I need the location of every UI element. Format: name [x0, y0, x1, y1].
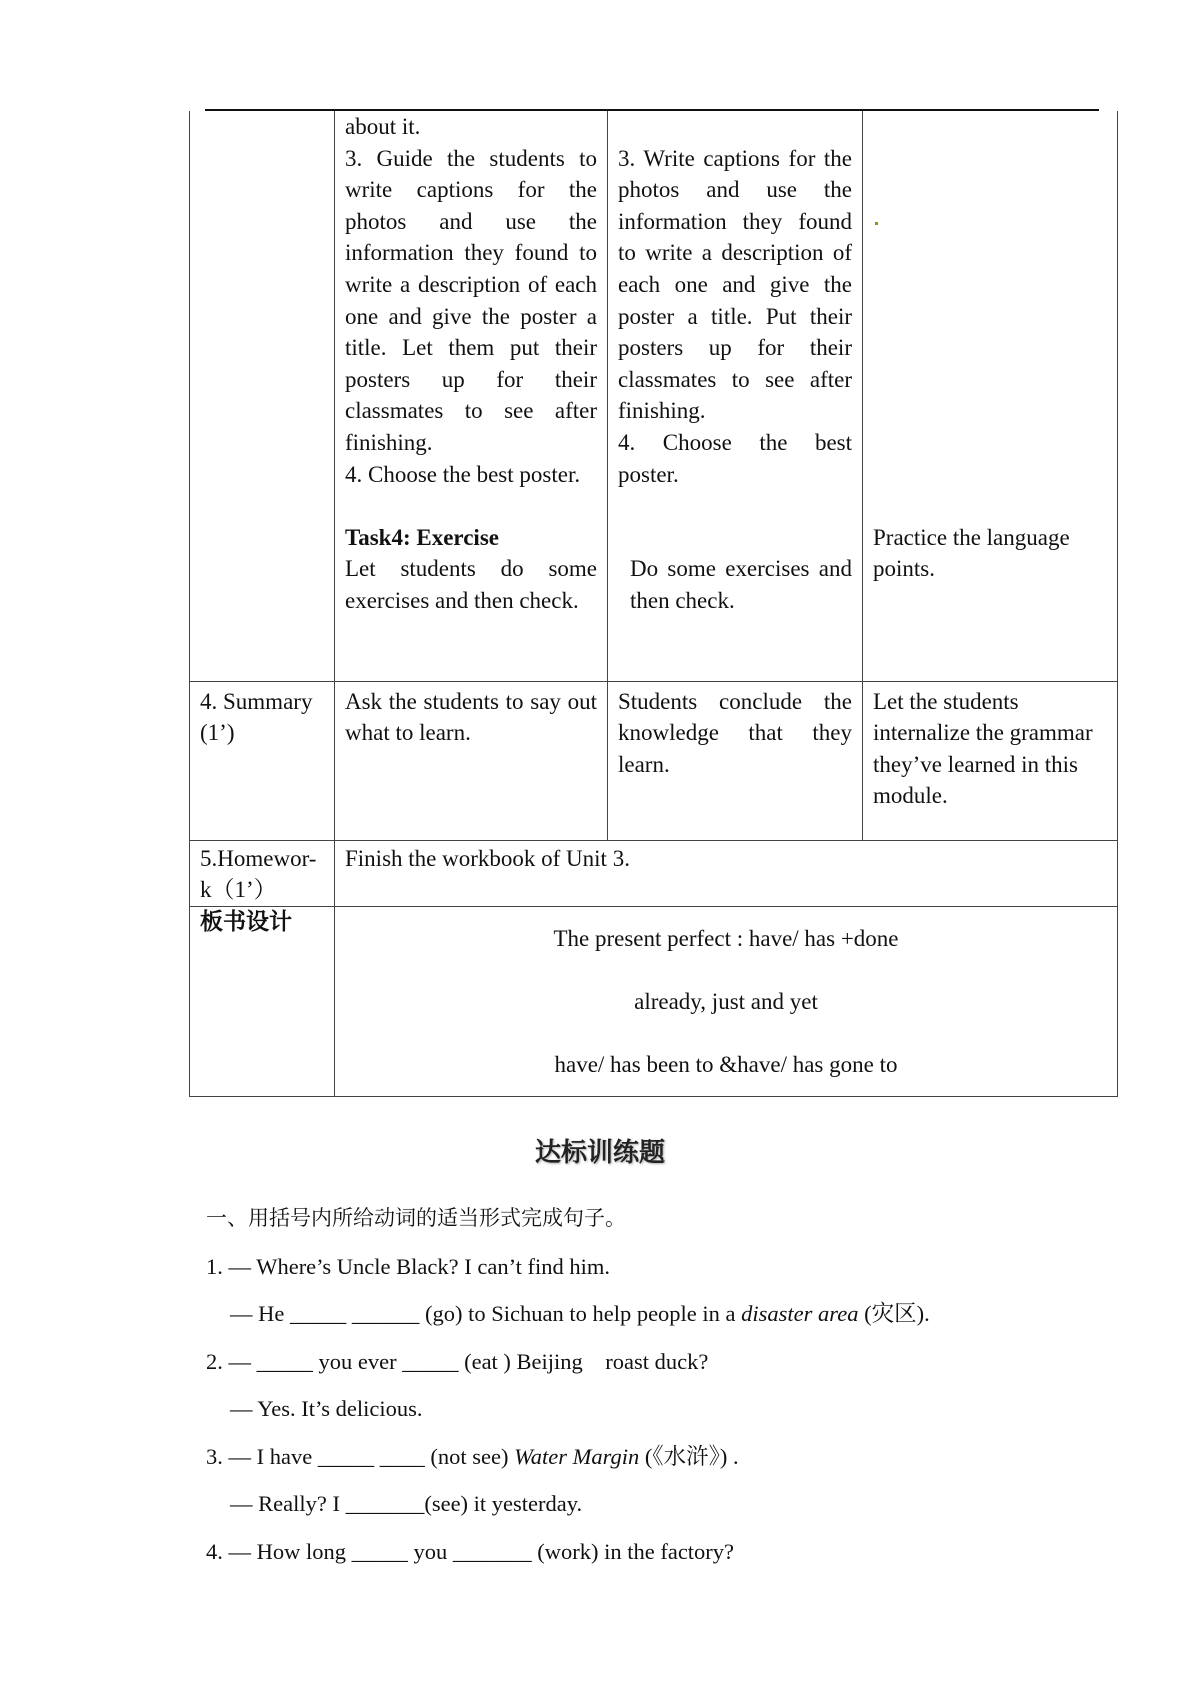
student-text-1: 4. Choose the best poster.	[618, 429, 852, 487]
teacher-text: Ask the students to say out what to learn.	[345, 688, 597, 746]
exercise-line: 1. — Where’s Uncle Black? I can’t find him.	[206, 1253, 611, 1279]
purpose-text: Let the students internalize the grammar they’ve learned in this module.	[873, 688, 1093, 809]
purpose-cell	[863, 111, 1118, 681]
task-heading: Task4: Exercise	[345, 524, 499, 550]
board-line-0: The present perfect : have/ has +done	[553, 925, 899, 951]
board-design-label: 板书设计	[190, 906, 335, 1096]
student-text: Students conclude the knowledge that they learn.	[618, 688, 852, 777]
board-line-1: already, just and yet	[634, 988, 818, 1014]
student-activity-cell	[608, 111, 863, 681]
purpose-text: Practice the language points.	[873, 524, 1070, 582]
table-row	[190, 681, 1118, 840]
teacher-activity-cell	[335, 111, 608, 681]
exercise-line: 4. — How long _____ you _______ (work) in the factory?	[206, 1538, 735, 1564]
table-row	[190, 906, 1118, 1096]
exercise-line: — Really? I _______(see) it yesterday.	[230, 1491, 583, 1516]
exercise-instruction: 一、用括号内所给动词的适当形式完成句子。	[206, 1206, 626, 1230]
board-line-2: have/ has been to &have/ has gone to	[554, 1051, 898, 1077]
stage-text: 4. Summary (1’)	[200, 688, 313, 746]
purpose-cell	[863, 681, 1118, 840]
lesson-plan-table	[189, 111, 1118, 1097]
stage-text-line2: k（1’）	[200, 877, 277, 903]
teacher-text-4: Let students do some exercises and then check.	[345, 556, 597, 613]
student-activity-cell	[608, 681, 863, 840]
stage-cell	[190, 840, 335, 906]
teacher-text-2: 4. Choose the best poster.	[345, 461, 581, 487]
exercise-line: — He _____ ______ (go) to Sichuan to help people in a disaster area (灾区).	[230, 1301, 930, 1326]
exercise-line: 2. — _____ you ever _____ (eat ) Beijing roast duck?	[206, 1348, 709, 1374]
homework-text: Finish the workbook of Unit 3.	[345, 845, 630, 871]
stray-dot	[875, 222, 878, 225]
exercise-line: — Yes. It’s delicious.	[230, 1396, 423, 1421]
teacher-text-1: 3. Guide the students to write captions for the photos and use the information they found to write a description of each one and give the poster a title. Let them put their posters up for their classmates to see after finishing.	[345, 145, 597, 455]
student-text-2: Do some exercises and then check.	[630, 556, 852, 613]
teacher-text-0: about it.	[345, 114, 421, 139]
table-row	[190, 840, 1118, 906]
board-design-cell	[335, 906, 1118, 1096]
exercise-title: 达标训练题	[534, 1138, 665, 1168]
exercise-section	[206, 1195, 1156, 1575]
homework-cell	[335, 840, 1118, 906]
table-row	[190, 111, 1118, 681]
teacher-activity-cell	[335, 681, 608, 840]
stage-cell	[190, 681, 335, 840]
stage-text-line1: 5.Homewor-	[200, 845, 317, 871]
student-text-0: 3. Write captions for the photos and use the information they found to write a description of each one and give the poster a title. Put their posters up for their classmates to see after finishing.	[618, 145, 852, 424]
exercise-line: 3. — I have _____ ____ (not see) Water Margin (《水浒》) .	[206, 1443, 739, 1469]
stage-cell	[190, 111, 335, 681]
